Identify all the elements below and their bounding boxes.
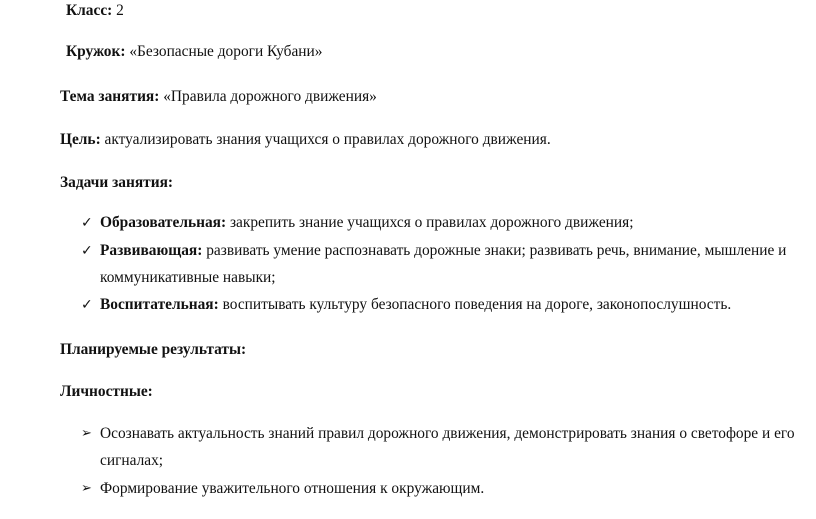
result-item: Формирование уважительного отношения к окружающим. [100,480,485,497]
topic-value: «Правила дорожного движения» [159,88,377,105]
checkmark-icon: ✓ [81,297,93,313]
task-item-educational [100,213,633,233]
task-label: Развивающая: [100,242,203,259]
club-value: «Безопасные дороги Кубани» [125,43,323,60]
tasks-heading: Задачи занятия: [60,174,174,191]
task-label: Образовательная: [100,214,227,231]
topic-line [60,87,377,107]
personal-results-heading: Личностные: [60,383,153,400]
checkmark-icon: ✓ [81,215,93,231]
task-item-developmental [100,241,786,261]
club-label: Кружок: [66,43,126,60]
club-line [66,42,322,62]
class-value: 2 [112,2,124,19]
results-heading: Планируемые результаты: [60,341,247,358]
topic-label: Тема занятия: [60,88,160,105]
class-label: Класс: [66,2,113,19]
arrow-bullet-icon: ➢ [81,426,92,441]
arrow-bullet-icon: ➢ [81,481,92,496]
task-text: развивать умение распознавать дорожные знаки; развивать речь, внимание, мышление и [202,242,787,259]
task-text: воспитывать культуру безопасного поведения на дороге, законопослушность. [218,296,732,313]
goal-line [60,130,551,150]
goal-value: актуализировать знания учащихся о правилах дорожного движения. [100,131,551,148]
class-line [66,1,124,21]
task-label: Воспитательная: [100,296,219,313]
task-item-upbringing [100,295,731,315]
result-item-continuation: сигналах; [100,452,164,469]
checkmark-icon: ✓ [81,243,93,259]
result-item: Осознавать актуальность знаний правил дорожного движения, демонстрировать знания о светофоре и его [100,425,795,442]
task-text: закрепить знание учащихся о правилах дорожного движения; [226,214,634,231]
goal-label: Цель: [60,131,101,148]
task-item-developmental-continuation: коммуникативные навыки; [100,269,276,286]
